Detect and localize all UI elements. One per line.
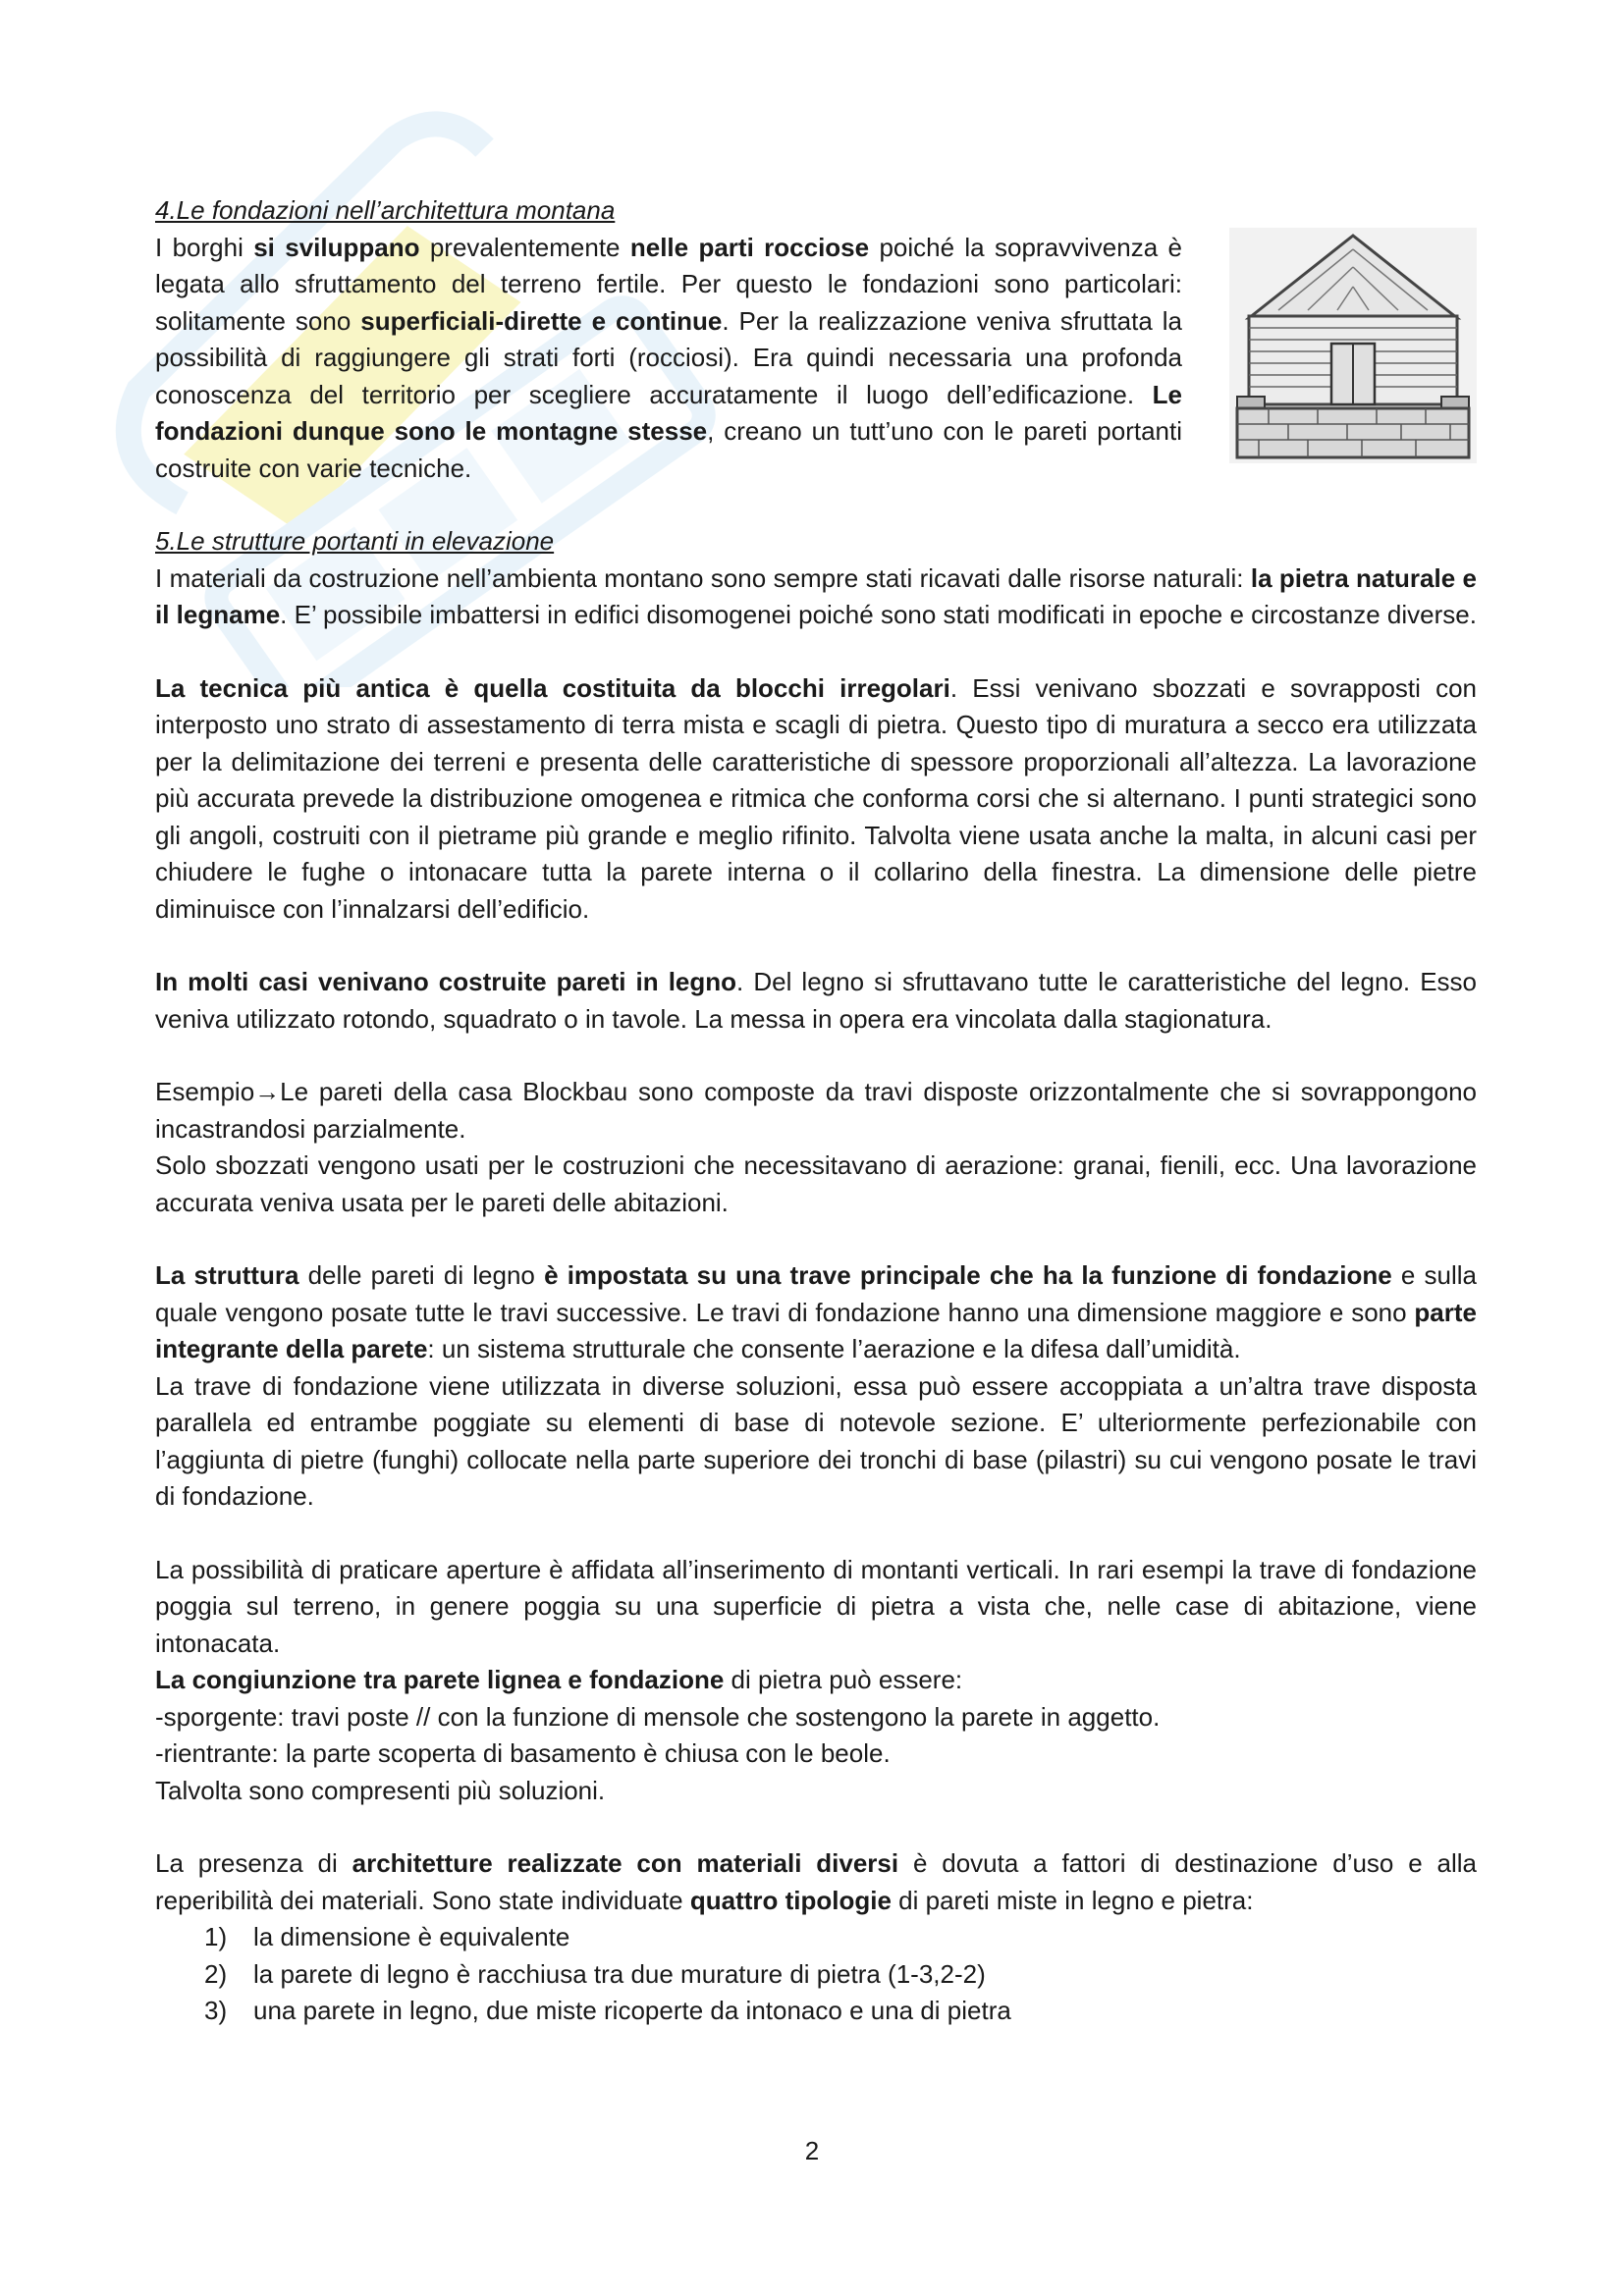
bold-text: La tecnica più antica è quella costituita da blocchi irregolari	[155, 672, 950, 703]
text: . E’ possibile imbattersi in edifici disomogenei poiché sono stati modificati in epoche e circostanze diverse.	[280, 600, 1477, 629]
bold-text: Le fondazioni dunque sono le montagne stesse	[155, 379, 1182, 446]
text: . Essi venivano sbozzati e sovrapposti con interposto uno strato di assestamento di terra mista e scagli di pietra. Questo tipo di muratura a secco era utilizzata per la delimitazione dei terreni e presenta delle caratteristiche di spessore proporzionali all’altezza. La lavorazione più accurata prevede la distribuzione omogenea e ritmica che conforma corsi che si alternano. I punti strategici sono gli angoli, costruiti con il pietrame più grande e meglio rifinito. Talvolta viene usata anche la malta, in alcuni casi per chiudere le fughe o intonacare tutta la parete interna o il collarino della finestra. La dimensione delle pietre diminuisce con l’innalzarsi dell’edificio.	[155, 672, 1478, 924]
paragraph	[155, 1257, 1477, 1368]
paragraph	[155, 964, 1477, 1038]
bold-text: parte integrante della parete	[155, 1297, 1477, 1363]
paragraph: La possibilità di praticare aperture è affidata all’inserimento di montanti verticali. In rari esempi la trave di fondazione poggia sul terreno, in genere poggia su una superficie di pietra a vista che, nelle case di abitazione, viene intonacata.	[155, 1554, 1477, 1658]
bold-text: è impostata su una trave principale che ha la funzione di fondazione	[544, 1260, 1392, 1290]
text: I materiali da costruzione nell’ambienta montano sono sempre stati ricavati dalle risorse naturali:	[155, 562, 1251, 593]
paragraph: Solo sbozzati vengono usati per le costruzioni che necessitavano di aerazione: granai, fienili, ecc. Una lavorazione accurata veniva usata per le pareti delle abitazioni.	[155, 1150, 1477, 1217]
paragraph	[155, 230, 1182, 488]
list-item	[155, 1956, 1477, 1994]
text: Esempio	[155, 1077, 255, 1106]
text: : un sistema strutturale che consente l’aerazione e la difesa dall’umidità.	[427, 1334, 1241, 1363]
bold-text: si sviluppano	[253, 232, 420, 262]
bold-text: architetture realizzate con materiali diversi	[352, 1848, 899, 1878]
list-text: la dimensione è equivalente	[253, 1922, 570, 1951]
text: Le pareti della casa Blockbau sono composte da travi disposte orizzontalmente che si sovrappongono incastrandosi parzialmente.	[155, 1077, 1477, 1144]
list-item	[155, 1993, 1477, 2030]
paragraph	[155, 1845, 1477, 1919]
list-number: 2)	[204, 1958, 228, 1989]
paragraph: -sporgente: travi poste // con la funzione di mensole che sostengono la parete in aggetto.	[155, 1701, 1161, 1732]
text: di pietra può essere:	[724, 1665, 963, 1694]
list-number: 3)	[204, 1996, 228, 2025]
bold-text: quattro tipologie	[689, 1885, 892, 1915]
text: , creano un tutt’uno con le pareti portanti costruite con varie tecniche.	[155, 416, 1182, 483]
section-heading: 4.Le fondazioni nell’architettura montana	[155, 195, 616, 225]
text: prevalentemente	[419, 232, 630, 262]
paragraph: -rientrante: la parte scoperta di basamento è chiusa con le beole.	[155, 1738, 891, 1768]
text: di pareti miste in legno e pietra:	[891, 1885, 1254, 1915]
bold-text: la pietra naturale e il legname	[155, 562, 1477, 629]
bold-text: La struttura	[155, 1260, 299, 1290]
text: La presenza di	[155, 1848, 352, 1878]
page-number: 2	[804, 2136, 820, 2165]
text: delle pareti di legno	[298, 1260, 545, 1290]
text: poiché la sopravvivenza è legata allo sfruttamento del terreno fertile. Per questo le fondazioni sono particolari: solitamente sono	[155, 232, 1182, 336]
list-text: la parete di legno è racchiusa tra due murature di pietra (1-3,2-2)	[253, 1958, 986, 1989]
bold-text: nelle parti rocciose	[629, 232, 870, 262]
paragraph	[155, 561, 1477, 634]
arrow-right-icon: →	[254, 1077, 281, 1106]
text: . Del legno si sfruttavano tutte le caratteristiche del legno. Esso veniva utilizzato rotondo, squadrato o in tavole. La messa in opera era vincolata dalla stagionatura.	[155, 967, 1477, 1034]
paragraph	[155, 670, 1477, 929]
paragraph: La trave di fondazione viene utilizzata in diverse soluzioni, essa può essere accoppiata a un’altra trave disposta parallela ed entrambe poggiate su elementi di base di notevole sezione. E’ ulteriormente perfezionabile con l’aggiunta di pietre (funghi) collocate nella parte superiore dei tronchi di base (pilastri) su cui vengono posate le travi di fondazione.	[155, 1370, 1477, 1511]
paragraph	[155, 1662, 1477, 1699]
paragraph: Talvolta sono compresenti più soluzioni.	[155, 1775, 606, 1805]
typology-list	[155, 1919, 1477, 2030]
list-text: una parete in legno, due miste ricoperte da intonaco e una di pietra	[253, 1996, 1011, 2025]
text: I borghi	[155, 232, 254, 262]
document-body	[155, 192, 1477, 2030]
bold-text: In molti casi venivano costruite pareti in legno	[155, 967, 737, 996]
bold-text: La congiunzione tra parete lignea e fondazione	[155, 1665, 725, 1694]
text: è dovuta a fattori di destinazione d’uso e alla reperibilità dei materiali. Sono state individuate	[155, 1848, 1477, 1915]
section-fondazioni	[155, 192, 1477, 487]
paragraph	[155, 1074, 1477, 1148]
list-number: 1)	[204, 1922, 228, 1951]
bold-text: superficiali-dirette e continue	[360, 305, 723, 336]
section-heading: 5.Le strutture portanti in elevazione	[155, 526, 555, 556]
list-item	[155, 1919, 1477, 1956]
text: e sulla quale vengono posate tutte le travi successive. Le travi di fondazione hanno una dimensione maggiore e sono	[155, 1260, 1477, 1327]
text: . Per la realizzazione veniva sfruttata la possibilità di raggiungere gli strati forti (rocciosi). Era quindi necessaria una profonda conoscenza del territorio per scegliere accuratamente il luogo dell’edificazione.	[155, 305, 1182, 409]
